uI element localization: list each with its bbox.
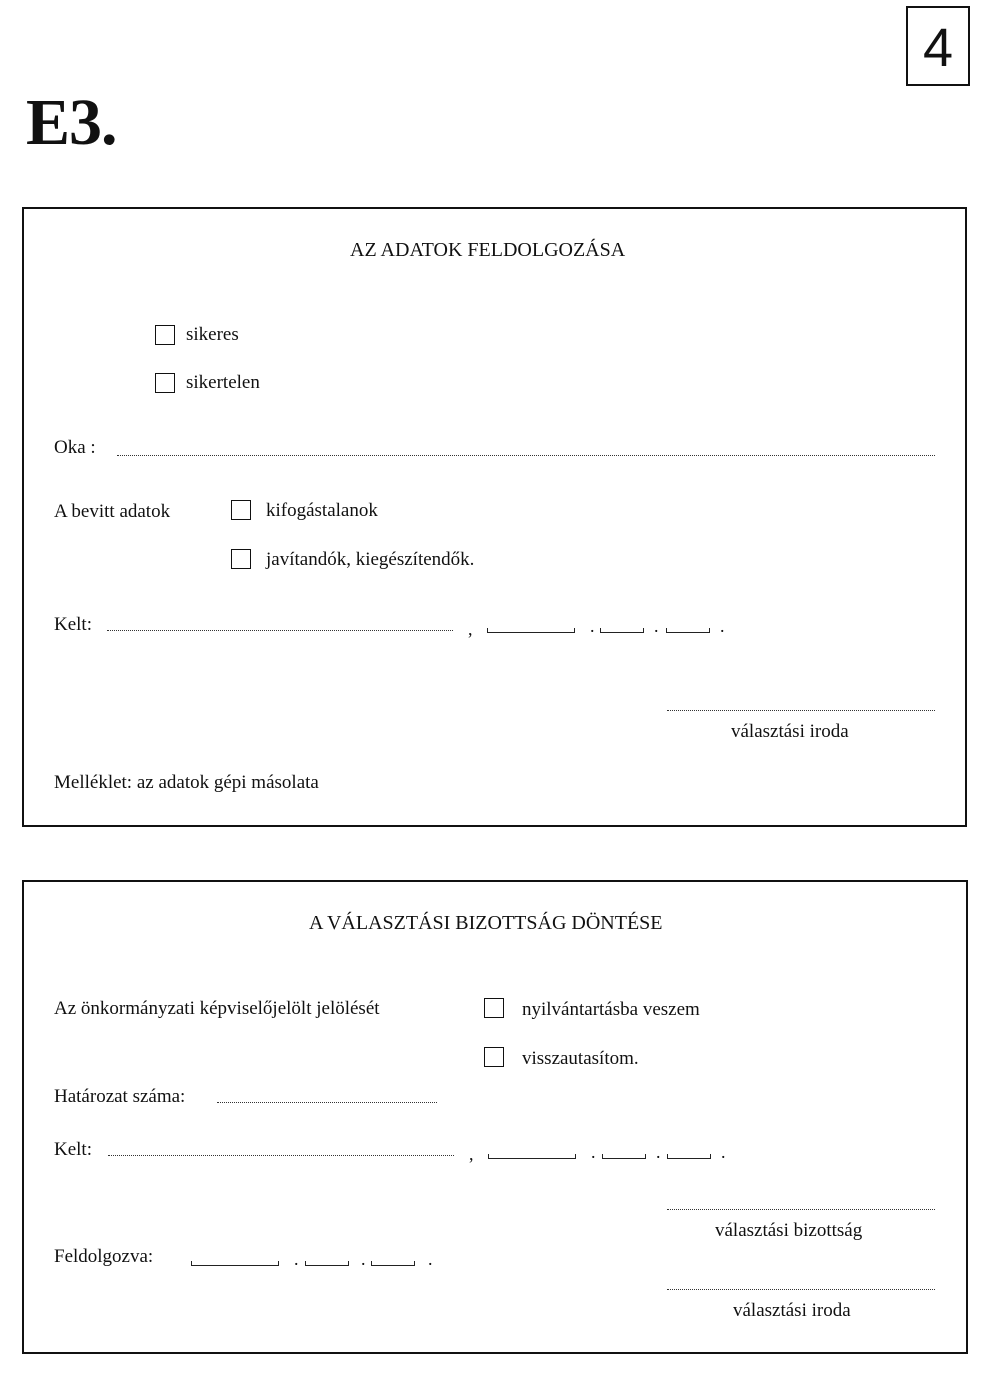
checkbox-reject[interactable] xyxy=(484,1047,504,1067)
processed-month-field[interactable] xyxy=(305,1261,349,1266)
decision-date-month-field[interactable] xyxy=(602,1154,646,1159)
processing-title: AZ ADATOK FELDOLGOZÁSA xyxy=(350,239,626,261)
reason-field[interactable] xyxy=(117,455,935,456)
processed-label: Feldolgozva: xyxy=(54,1246,154,1267)
office-signature-line[interactable] xyxy=(667,710,935,711)
decision-date-year-field[interactable] xyxy=(488,1154,576,1159)
date-place-field[interactable] xyxy=(107,630,453,631)
date-comma: , xyxy=(468,619,473,639)
option-needs-correction-label: javítandók, kiegészítendők. xyxy=(266,549,475,570)
date-comma: , xyxy=(469,1144,474,1164)
option-reject-label: visszautasítom. xyxy=(522,1048,639,1069)
date-dot: . xyxy=(361,1249,366,1269)
checkbox-successful[interactable] xyxy=(155,325,175,345)
checkbox-needs-correction[interactable] xyxy=(231,549,251,569)
decision-panel xyxy=(22,880,968,1354)
resolution-number-field[interactable] xyxy=(217,1102,437,1103)
date-day-field[interactable] xyxy=(666,628,710,633)
committee-signature-caption: választási bizottság xyxy=(715,1220,863,1241)
processed-year-field[interactable] xyxy=(191,1261,279,1266)
office-signature-caption-2: választási iroda xyxy=(733,1300,851,1321)
date-dot: . xyxy=(656,1142,661,1162)
resolution-number-label: Határozat száma: xyxy=(54,1086,186,1107)
decision-date-label: Kelt: xyxy=(54,1139,92,1160)
option-register-label: nyilvántartásba veszem xyxy=(522,999,700,1020)
option-unsuccessful-label: sikertelen xyxy=(186,372,260,393)
processed-day-field[interactable] xyxy=(371,1261,415,1266)
nomination-label: Az önkormányzati képviselőjelölt jelölését xyxy=(54,998,380,1019)
checkbox-flawless[interactable] xyxy=(231,500,251,520)
office-signature-caption: választási iroda xyxy=(731,721,849,742)
date-dot: . xyxy=(721,1142,726,1162)
office-signature-line-2[interactable] xyxy=(667,1289,935,1290)
decision-date-day-field[interactable] xyxy=(667,1154,711,1159)
decision-date-place-field[interactable] xyxy=(108,1155,454,1156)
option-successful-label: sikeres xyxy=(186,324,239,345)
date-month-field[interactable] xyxy=(600,628,644,633)
date-year-field[interactable] xyxy=(487,628,575,633)
checkbox-register[interactable] xyxy=(484,998,504,1018)
checkbox-unsuccessful[interactable] xyxy=(155,373,175,393)
committee-signature-line[interactable] xyxy=(667,1209,935,1210)
entered-data-label: A bevitt adatok xyxy=(54,501,171,522)
date-dot: . xyxy=(428,1249,433,1269)
date-label: Kelt: xyxy=(54,614,92,635)
date-dot: . xyxy=(294,1249,299,1269)
attachment-note: Melléklet: az adatok gépi másolata xyxy=(54,772,319,793)
date-dot: . xyxy=(590,616,595,636)
date-dot: . xyxy=(654,616,659,636)
date-dot: . xyxy=(591,1142,596,1162)
decision-title: A VÁLASZTÁSI BIZOTTSÁG DÖNTÉSE xyxy=(309,912,663,934)
option-flawless-label: kifogástalanok xyxy=(266,500,378,521)
page-number: 4 xyxy=(922,18,954,78)
reason-label: Oka : xyxy=(54,437,96,458)
form-code: E3. xyxy=(26,86,117,159)
date-dot: . xyxy=(720,616,725,636)
